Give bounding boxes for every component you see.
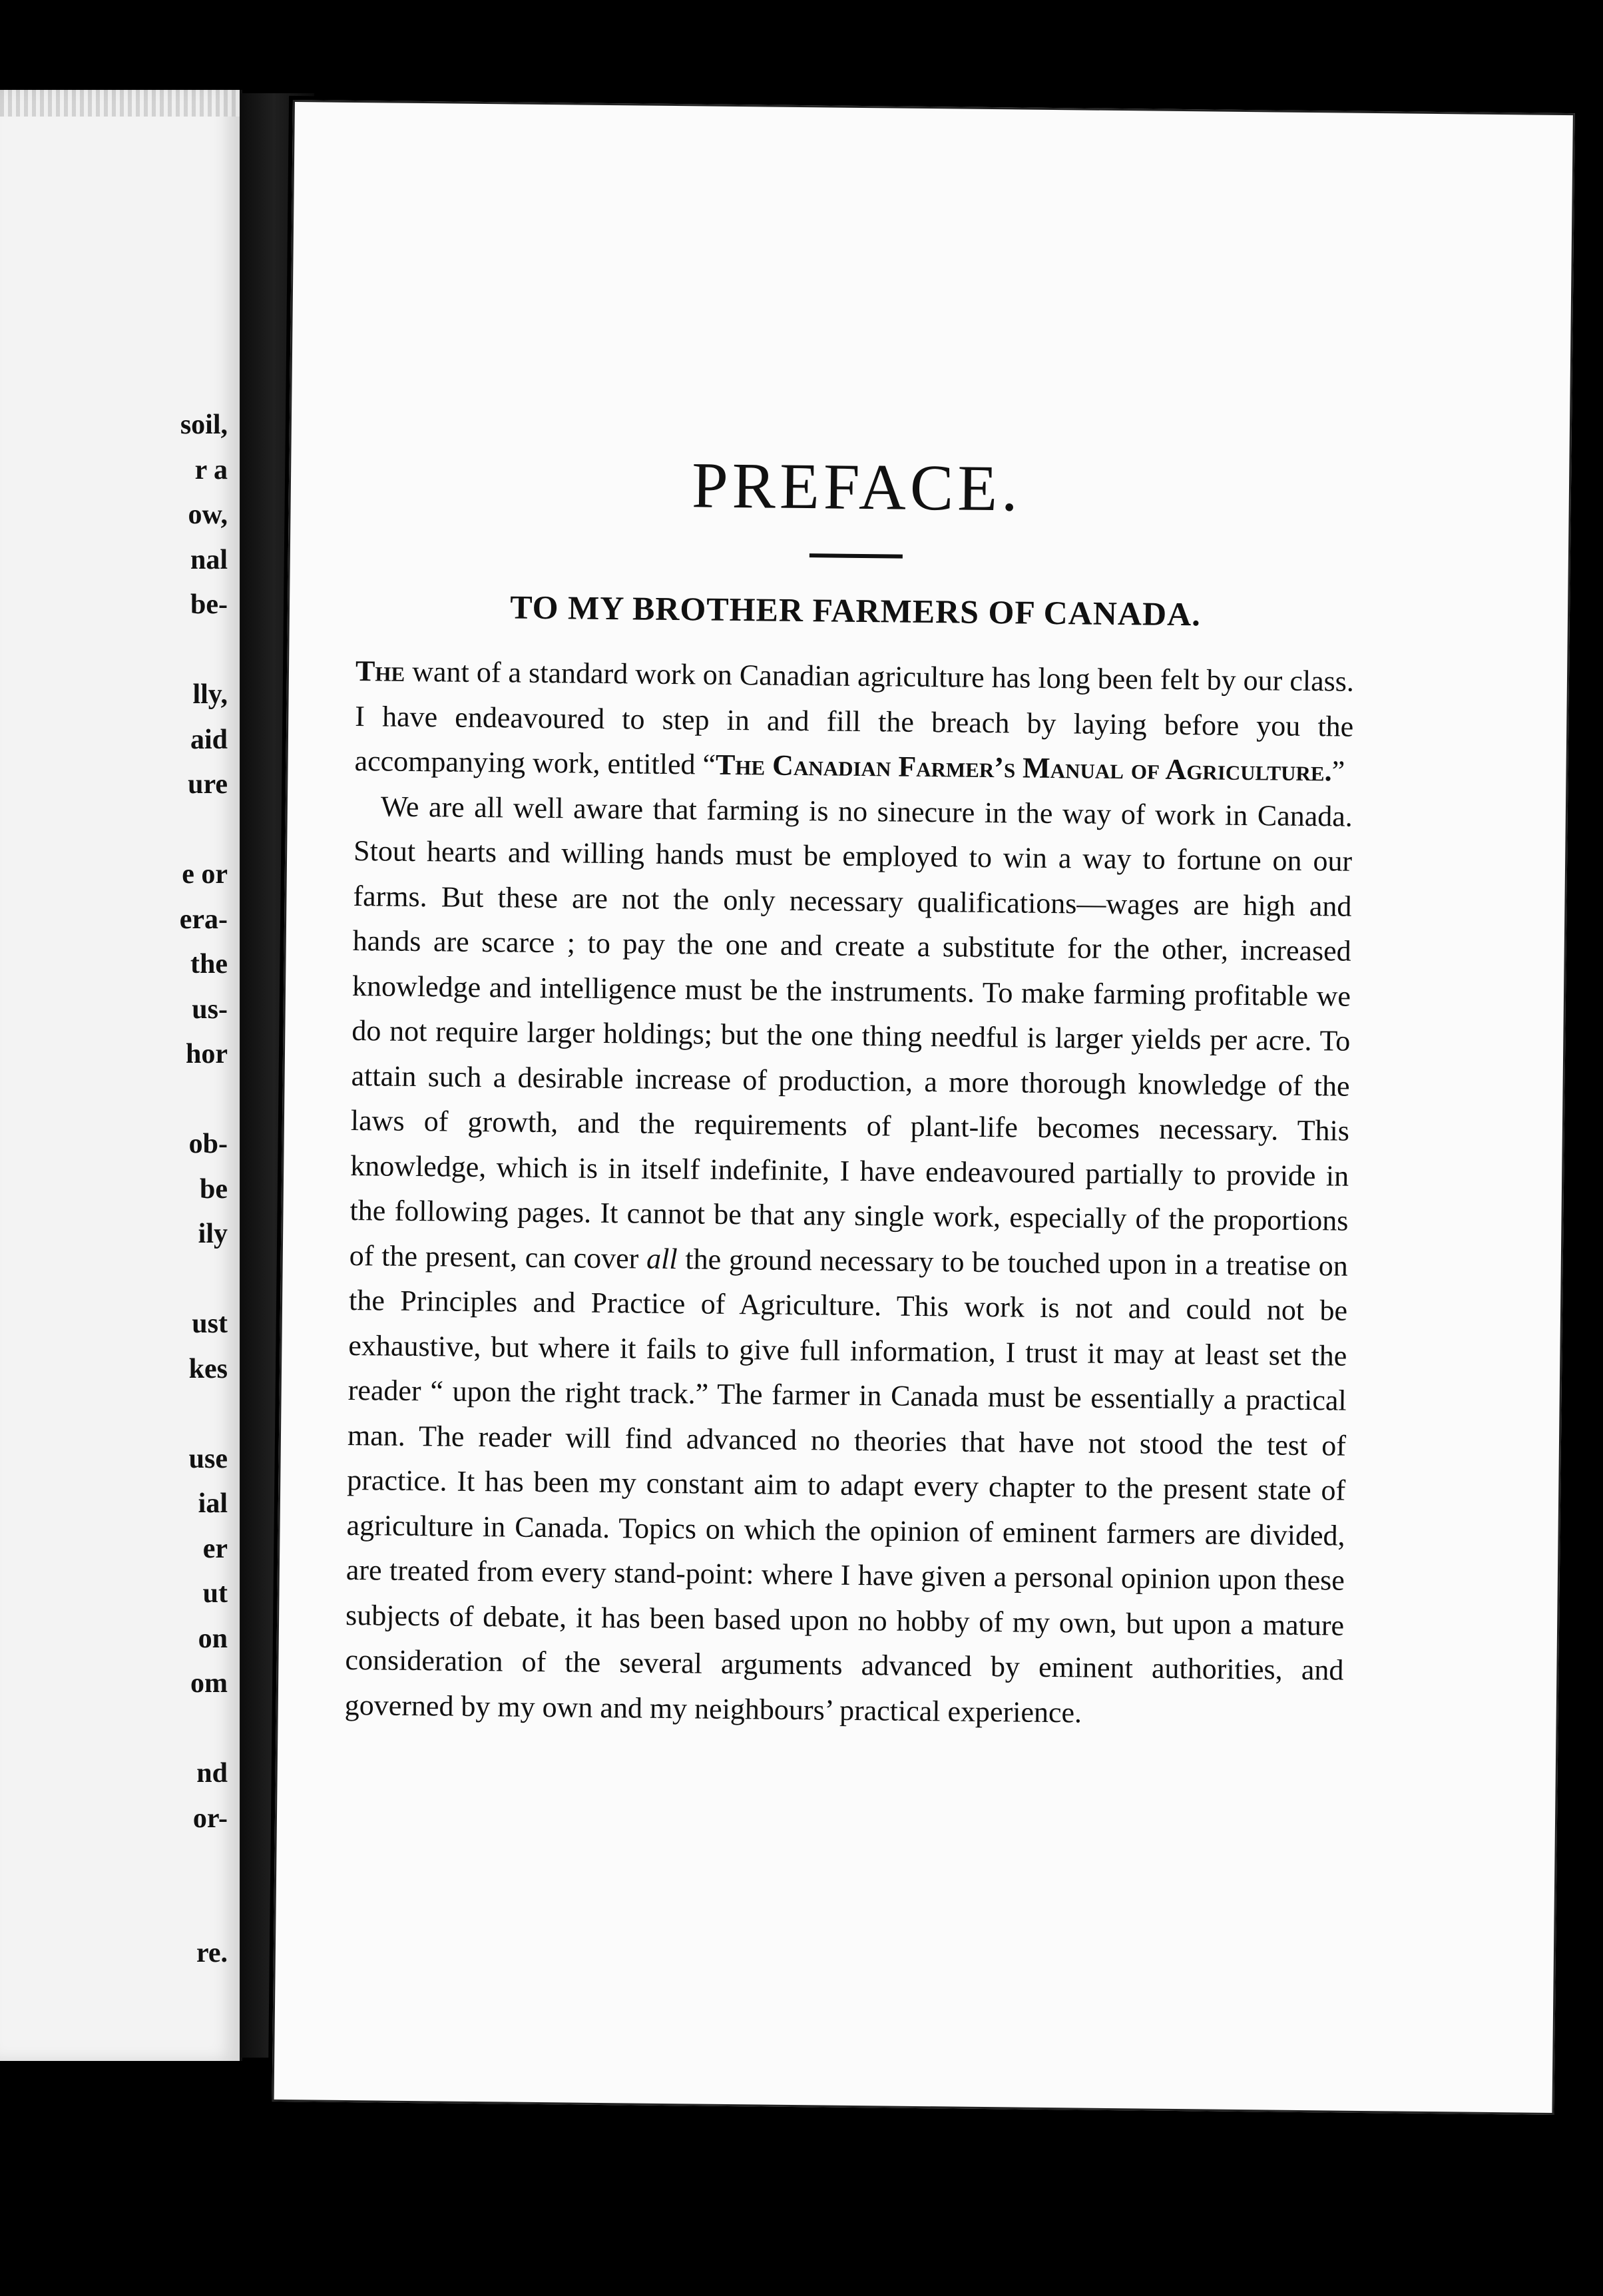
- facing-page-fragment: [180, 1077, 228, 1123]
- facing-page-fragment: om: [190, 1668, 228, 1699]
- facing-page-fragment: [180, 1707, 228, 1752]
- facing-page-fragment: ob-: [188, 1129, 228, 1159]
- facing-page-fragment: aid: [190, 724, 228, 755]
- page-content: [344, 435, 1356, 1738]
- facing-page-fragment: [180, 628, 228, 673]
- facing-page-fragment: [180, 1886, 228, 1932]
- facing-page-fragment: [180, 1841, 228, 1886]
- facing-page-fragment: ily: [198, 1219, 228, 1249]
- paragraph-lead-in: The: [355, 655, 405, 688]
- facing-page-fragment: be: [200, 1173, 228, 1205]
- facing-page-fragment: be-: [190, 589, 228, 620]
- page-title: PREFACE.: [691, 449, 1023, 525]
- facing-page-fragment: use: [188, 1443, 228, 1474]
- facing-page-fragment: er: [202, 1533, 228, 1564]
- paragraph-1-close: ”: [1331, 754, 1345, 788]
- facing-page-fragment: [180, 1392, 228, 1437]
- page-edge: [0, 90, 240, 117]
- facing-page-fragment: [180, 808, 228, 853]
- facing-page-fragment: re.: [196, 1938, 228, 1968]
- facing-page-text-fragments: [180, 403, 228, 1976]
- facing-page-fragment: era-: [179, 904, 228, 935]
- preface-body: [344, 649, 1354, 1738]
- paragraph-2-part-1: We are all well aware that farming is no sinecure in the way of work in Canada. Stout hearts and willing hands must be employed to win a way to fortune on our farms. But these are not the only necessary qualifications—wages are high and hands are scarce ; to pay the one and create a substitute for the other, increased knowledge and intelligence must be the instruments. To make farming profitable we do not require larger holdings; but the one thing needful is larger yields per acre. To attain such a desirable increase of production, a more thorough knowledge of the laws of growth, and the requirements of plant-life becomes necessary. This knowledge, which is in itself indefinite, I have endeavoured partially to provide in the following pages. It cannot be that any single work, especially of the proportions of the present, can cover: [349, 789, 1353, 1275]
- facing-page-fragment: ure: [188, 769, 228, 800]
- paragraph-2: [344, 784, 1353, 1738]
- scan-speck: [999, 5, 1008, 15]
- facing-page-fragment: ial: [198, 1488, 228, 1519]
- facing-page-fragment: soil,: [180, 410, 228, 440]
- facing-page-fragment: e or: [182, 859, 228, 890]
- emphasis-word: all: [646, 1242, 678, 1275]
- facing-page-fragment: [180, 1257, 228, 1302]
- paragraph-1-text: want of a standard work on Canadian agriculture has long been felt by our class. I have endeavoured to step in and fill the breach by laying before you the accompanying work, entitled “: [354, 655, 1355, 781]
- facing-page-fragment: us-: [192, 994, 228, 1025]
- facing-page: [0, 90, 242, 2061]
- facing-page-fragment: ow,: [188, 499, 228, 530]
- scan-speck: [1002, 16, 1007, 21]
- book-title: The Canadian Farmer’s Manual of Agriculture.: [715, 748, 1332, 788]
- paragraph-1: [354, 649, 1354, 794]
- facing-page-fragment: hor: [186, 1039, 228, 1069]
- dedication-heading: TO MY BROTHER FARMERS OF CANADA.: [509, 588, 1202, 633]
- facing-page-fragment: kes: [188, 1353, 228, 1384]
- facing-page-fragment: lly,: [192, 679, 228, 710]
- facing-page-fragment: r a: [194, 454, 228, 485]
- facing-page-fragment: on: [198, 1623, 228, 1654]
- facing-page-fragment: or-: [192, 1803, 228, 1834]
- preface-page: [272, 100, 1575, 2115]
- facing-page-fragment: ust: [192, 1308, 228, 1339]
- facing-page-fragment: nal: [190, 544, 228, 575]
- facing-page-fragment: nd: [196, 1758, 228, 1789]
- facing-page-fragment: ut: [202, 1578, 228, 1609]
- title-rule: [809, 553, 903, 558]
- paragraph-2-part-2: the ground necessary to be touched upon in a treatise on the Principles and Practice of Agriculture. This work is not and could not be exhaustive, but where it fails to give full information, I trust it may at least set the reader “ upon the right track.” The farmer in Canada must be essentially a practical man. The reader will find advanced no theories that have not stood the test of practice. It has been my constant aim to adapt every chapter to the present state of agriculture in Canada. Topics on which the opinion of eminent farmers are divided, are treated from every stand-point: where I have given a personal opinion upon these subjects of debate, it has been based upon no hobby of my own, but upon a mature consideration of the several arguments advanced by eminent authorities, and governed by my own and my neighbours’ practical experience.: [344, 1242, 1349, 1729]
- facing-page-fragment: the: [190, 949, 228, 980]
